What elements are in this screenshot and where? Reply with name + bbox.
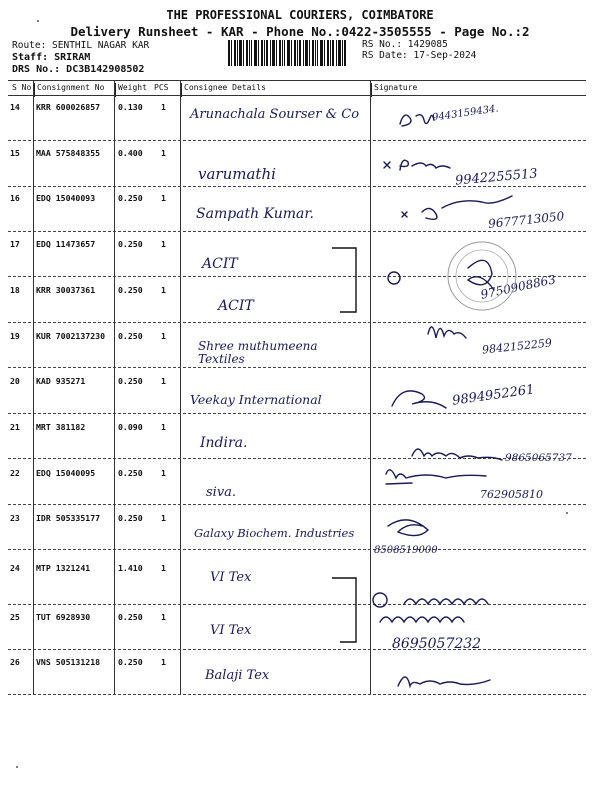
row-consignee-handwritten: ACIT [218, 298, 254, 314]
row-consignment-no: MRT 381182 [36, 422, 86, 432]
row-sno: 23 [10, 513, 20, 523]
row-weight: 0.250 [118, 285, 143, 295]
row-sno: 17 [10, 239, 20, 249]
row-consignee-handwritten: VI Tex [210, 570, 252, 585]
company-title: THE PROFESSIONAL COURIERS, COIMBATORE [166, 8, 434, 22]
drs-number: DRS No.: DC3B142908502 [12, 64, 145, 75]
row-consignment-no: VNS 505131218 [36, 657, 101, 667]
row-weight: 0.090 [118, 422, 143, 432]
row-weight: 0.250 [118, 376, 143, 386]
row-weight: 0.250 [118, 468, 143, 478]
row-signature-phone: 9842152259 [481, 336, 553, 357]
row-signature-phone: 9942255513 [454, 166, 539, 189]
row-consignee-handwritten: siva. [206, 485, 237, 500]
staff-label: Staff: SRIRAM [12, 52, 91, 63]
row-weight: 0.130 [118, 102, 143, 112]
row-consignee-handwritten: VI Tex [210, 623, 252, 638]
row-sno: 21 [10, 422, 20, 432]
row-consignee-handwritten: Shree muthumeena Textiles [198, 339, 318, 366]
row-consignee-handwritten: Indira. [200, 435, 248, 451]
col-rule-3 [180, 80, 181, 695]
row-consignment-no: KRR 600026857 [36, 102, 101, 112]
row-consignment-no: KAD 935271 [36, 376, 86, 386]
rs-number: RS No.: 1429085 [362, 39, 448, 50]
col-header-pcs: PCS [154, 83, 169, 92]
row-consignee-handwritten: varumathi [198, 165, 276, 183]
runsheet-title: Delivery Runsheet - KAR - Phone No.:0422-3505555 - Page No.:2 [70, 24, 530, 39]
row-consignment-no: IDR 505335177 [36, 513, 101, 523]
row-signature-phone: 8695057232 [392, 636, 482, 652]
row-sno: 25 [10, 612, 20, 622]
row-pcs: 1 [161, 422, 166, 432]
row-consignment-no: EDQ 15040095 [36, 468, 96, 478]
row-consignment-no: TUT 6928930 [36, 612, 91, 622]
row-consignment-no: EDQ 11473657 [36, 239, 96, 249]
row-pcs: 1 [161, 239, 166, 249]
row-weight: 1.410 [118, 563, 143, 573]
row-sno: 15 [10, 148, 20, 158]
col-header-weight: Weight [115, 83, 152, 97]
row-consignment-no: MTP 1321241 [36, 563, 91, 573]
row-pcs: 1 [161, 285, 166, 295]
col-header-consignee: Consignee Details [181, 83, 364, 97]
row-consignment-no: KRR 30037361 [36, 285, 96, 295]
col-rule-2 [114, 80, 115, 695]
col-rule-1 [33, 80, 34, 695]
col-rule-4 [370, 80, 371, 695]
row-pcs: 1 [161, 468, 166, 478]
row-pcs: 1 [161, 331, 166, 341]
row-weight: 0.250 [118, 239, 143, 249]
row-signature-phone: 9443159434. [431, 103, 500, 124]
row-signature-phone: 762905810 [480, 488, 543, 501]
row-consignee-handwritten: Balaji Tex [205, 668, 270, 683]
row-weight: 0.400 [118, 148, 143, 158]
route-label: Route: SENTHIL NAGAR KAR [12, 40, 150, 51]
row-sno: 26 [10, 657, 20, 667]
scan-speck [37, 20, 39, 22]
row-pcs: 1 [161, 612, 166, 622]
row-sno: 16 [10, 193, 20, 203]
col-header-sno: S No [12, 83, 32, 92]
row-sno: 24 [10, 563, 20, 573]
row-consignee-handwritten: Galaxy Biochem. Industries [194, 526, 355, 540]
row-sno: 20 [10, 376, 20, 386]
row-weight: 0.250 [118, 612, 143, 622]
row-consignment-no: MAA 575848355 [36, 148, 101, 158]
row-consignee-handwritten: Veekay International [190, 392, 322, 407]
row-signature-phone: 9677713050 [487, 209, 565, 231]
row-weight: 0.250 [118, 513, 143, 523]
row-pcs: 1 [161, 193, 166, 203]
row-pcs: 1 [161, 513, 166, 523]
row-weight: 0.250 [118, 331, 143, 341]
row-sno: 19 [10, 331, 20, 341]
row-sno: 14 [10, 102, 20, 112]
row-weight: 0.250 [118, 193, 143, 203]
barcode-image [228, 40, 346, 66]
row-consignment-no: EDQ 15040093 [36, 193, 96, 203]
col-header-consignment: Consignment No [34, 83, 117, 97]
col-header-signature: Signature [371, 83, 574, 97]
scan-speck [16, 766, 18, 768]
row-sno: 22 [10, 468, 20, 478]
rs-date: RS Date: 17-Sep-2024 [362, 50, 477, 61]
row-pcs: 1 [161, 376, 166, 386]
row-pcs: 1 [161, 148, 166, 158]
bracket-marks [330, 240, 370, 660]
row-signature-phone: 9894952261 [451, 382, 536, 409]
row-pcs: 1 [161, 102, 166, 112]
row-consignee-handwritten: Arunachala Sourser & Co [190, 107, 360, 122]
row-signature-phone: 9750908863 [479, 272, 557, 302]
row-sno: 18 [10, 285, 20, 295]
row-consignee-handwritten: ACIT [202, 256, 238, 272]
row-consignee-handwritten: Sampath Kumar. [196, 206, 315, 222]
row-weight: 0.250 [118, 657, 143, 667]
signature-scribbles [372, 96, 597, 736]
scan-speck [566, 512, 568, 514]
row-pcs: 1 [161, 563, 166, 573]
row-pcs: 1 [161, 657, 166, 667]
row-signature-phone: 9865065737 [505, 452, 572, 464]
table-top-rule [8, 80, 586, 81]
row-consignment-no: KUR 7002137230 [36, 331, 106, 341]
row-signature-phone: 8508519000 [374, 545, 438, 556]
